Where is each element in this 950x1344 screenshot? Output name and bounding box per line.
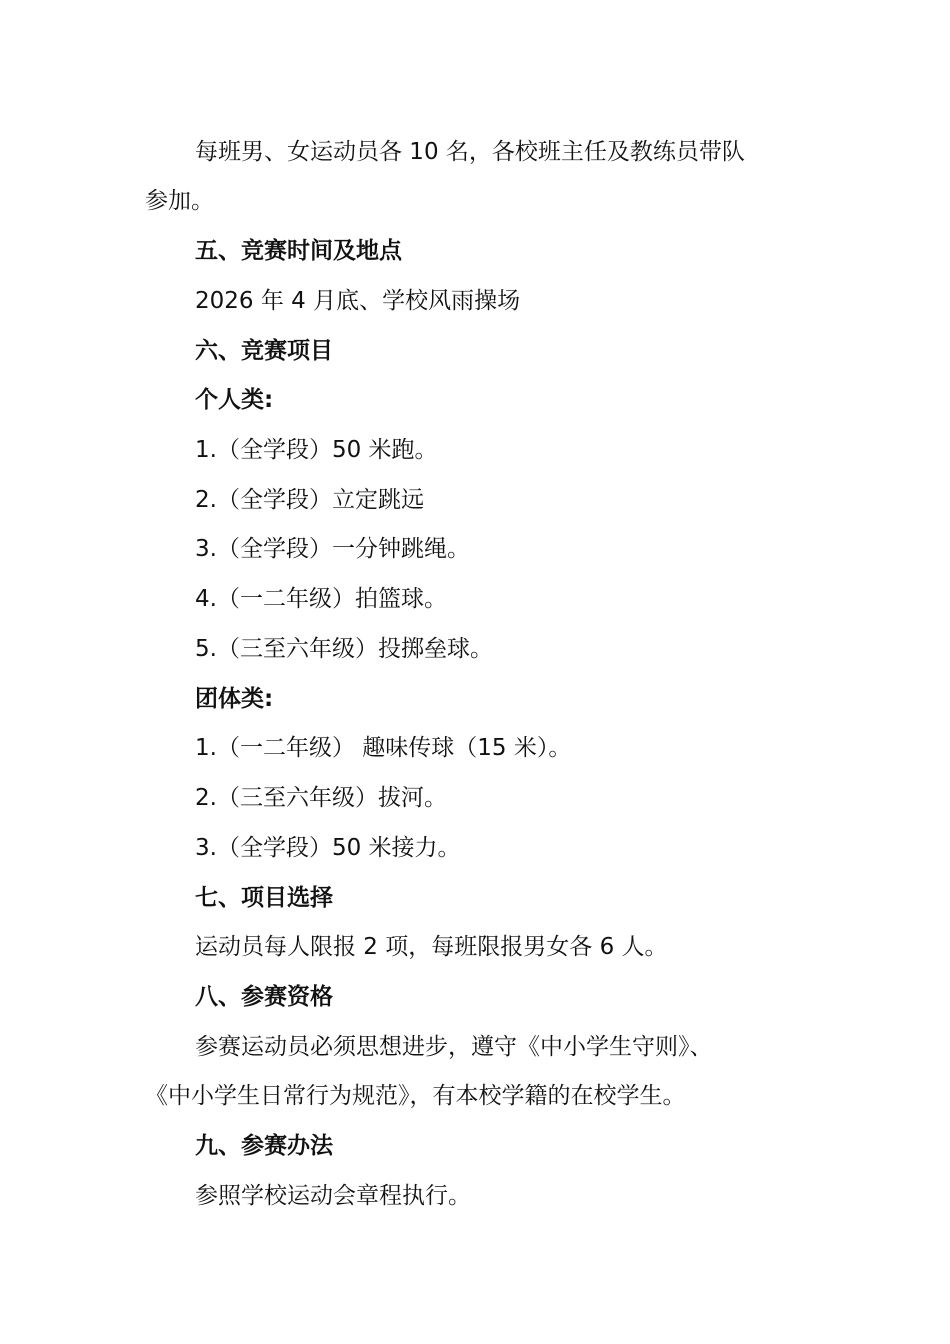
time-venue-text: 2026 年 4 月底、学校风雨操场 xyxy=(195,288,521,314)
section-heading-event-selection: 七、项目选择 xyxy=(195,885,333,911)
section-heading-method: 九、参赛办法 xyxy=(195,1133,333,1159)
individual-event-3: 3.（全学段）一分钟跳绳。 xyxy=(195,536,470,562)
team-event-3: 3.（全学段）50 米接力。 xyxy=(195,835,461,861)
subheading-team: 团体类: xyxy=(195,686,274,712)
participants-paragraph-line-1: 每班男、女运动员各 10 名，各校班主任及教练员带队 xyxy=(195,139,745,165)
section-heading-time-venue: 五、竞赛时间及地点 xyxy=(195,238,402,264)
eligibility-paragraph-line-1: 参赛运动员必须思想进步，遵守《中小学生守则》、 xyxy=(195,1034,713,1060)
individual-event-4: 4.（一二年级）拍篮球。 xyxy=(195,586,447,612)
section-heading-eligibility: 八、参赛资格 xyxy=(195,984,333,1010)
participants-paragraph-line-2: 参加。 xyxy=(145,188,214,214)
team-event-2: 2.（三至六年级）拔河。 xyxy=(195,785,447,811)
section-heading-events: 六、竞赛项目 xyxy=(195,338,333,364)
team-event-1: 1.（一二年级） 趣味传球（15 米）。 xyxy=(195,735,572,761)
individual-event-1: 1.（全学段）50 米跑。 xyxy=(195,437,438,463)
subheading-individual: 个人类: xyxy=(195,387,274,413)
event-selection-text: 运动员每人限报 2 项，每班限报男女各 6 人。 xyxy=(195,934,668,960)
method-text: 参照学校运动会章程执行。 xyxy=(195,1183,471,1209)
individual-event-2: 2.（全学段）立定跳远 xyxy=(195,487,424,513)
eligibility-paragraph-line-2: 《中小学生日常行为规范》，有本校学籍的在校学生。 xyxy=(145,1083,686,1109)
individual-event-5: 5.（三至六年级）投掷垒球。 xyxy=(195,636,493,662)
